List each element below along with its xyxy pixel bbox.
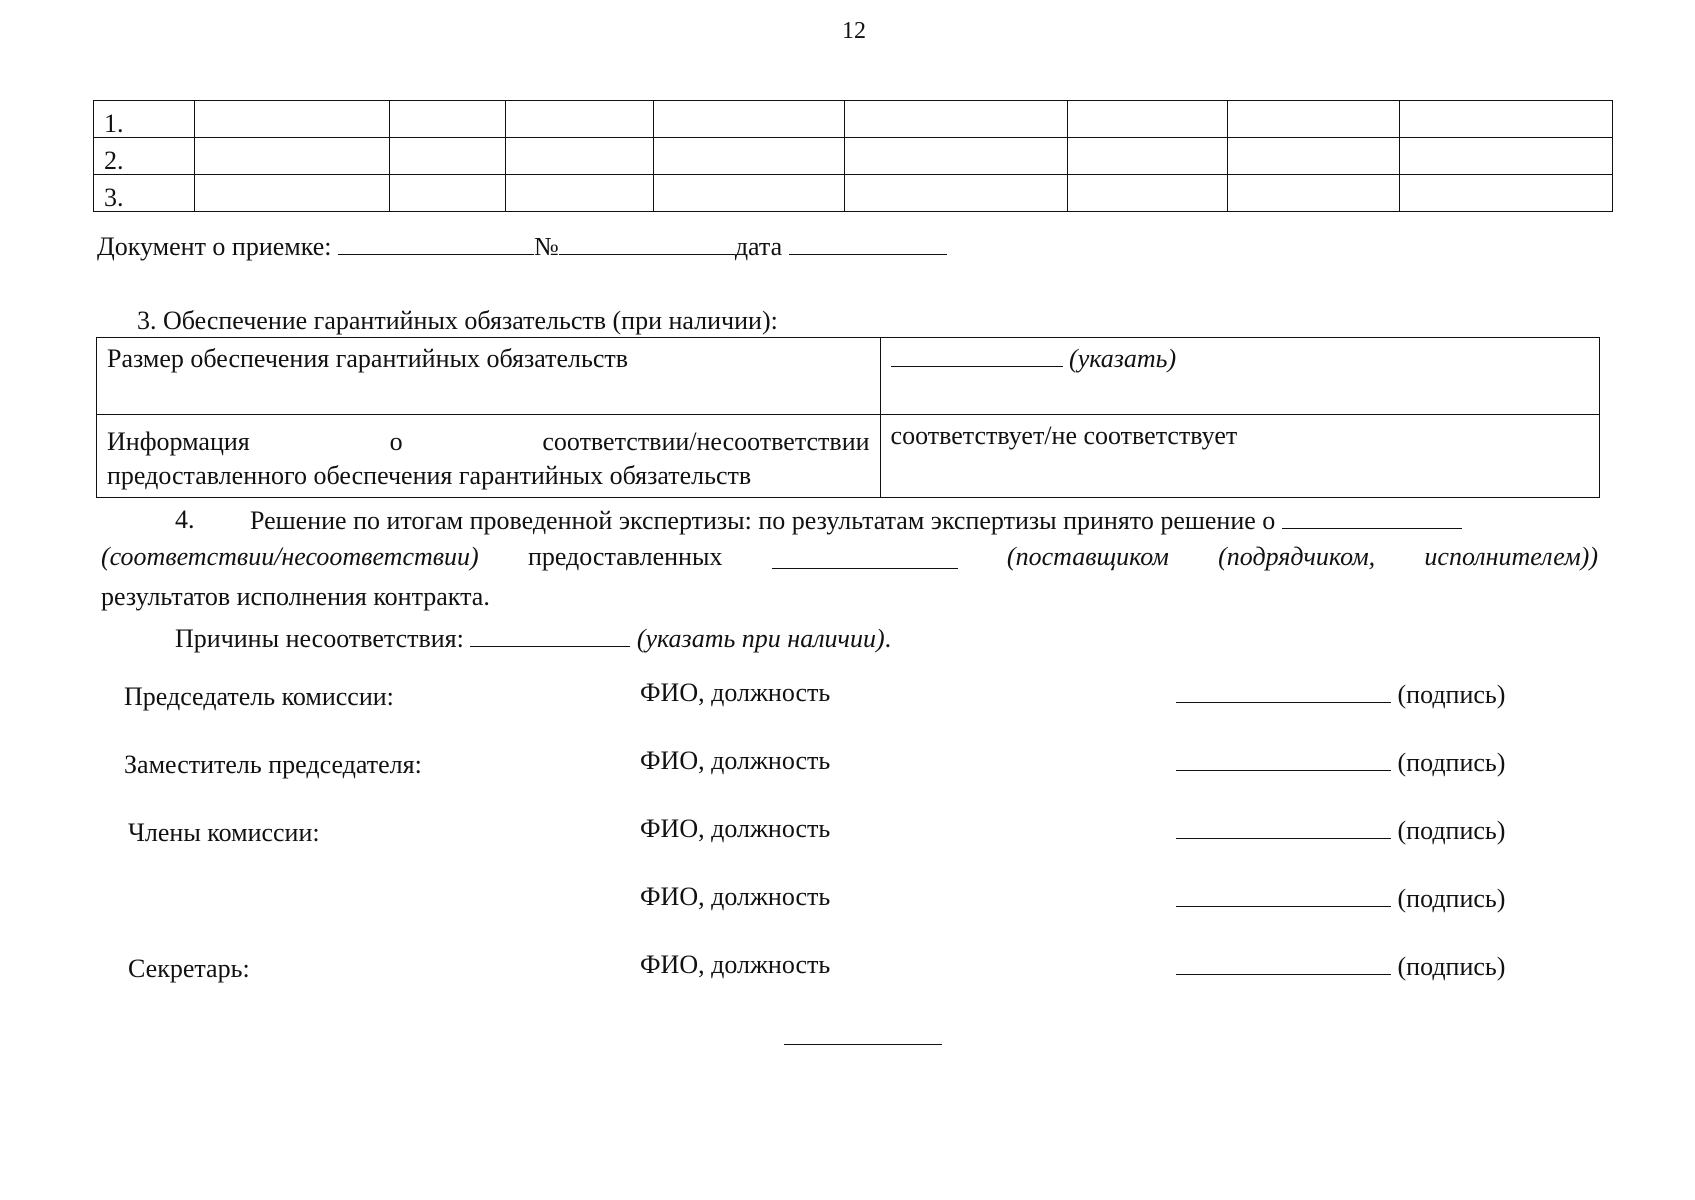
row-number: 2. <box>94 138 195 175</box>
signature-role: Председатель комиссии: <box>124 682 394 711</box>
supplier-hint: (поставщиком <box>1006 542 1169 571</box>
section-4-line-1: Решение по итогам проведенной экспертизы: по результатам экспертизы принято решение о <box>250 502 1462 536</box>
reasons-label: Причины несоответствия: <box>175 624 464 653</box>
acceptance-label: Документ о приемке: <box>97 232 332 261</box>
signature-name: ФИО, должность <box>640 814 831 843</box>
section-4-line-2 <box>101 542 1598 572</box>
signature-line: (подпись) <box>1176 746 1505 778</box>
provider-blank <box>772 542 958 569</box>
page-number: 12 <box>842 18 866 44</box>
decision-blank <box>1282 502 1462 529</box>
reasons-blank <box>470 620 630 647</box>
guarantee-table <box>96 337 1600 498</box>
section-4-number: 4. <box>175 505 195 534</box>
table-row <box>94 175 1613 212</box>
guarantee-info-value: соответствует/не соответствует <box>880 415 1599 498</box>
row-number: 3. <box>94 175 195 212</box>
signature-name: ФИО, должность <box>640 746 831 775</box>
row-number: 1. <box>94 101 195 138</box>
signature-line: (подпись) <box>1176 814 1505 846</box>
conformity-hint: (соответствии/несоответствии) <box>101 542 479 571</box>
guarantee-size-label: Размер обеспечения гарантийных обязательств <box>97 338 881 415</box>
end-rule <box>784 1044 942 1045</box>
signature-name: ФИО, должность <box>640 950 831 979</box>
provided-word: предоставленных <box>527 542 723 571</box>
number-sign: № <box>534 232 559 261</box>
section-4-line-3: результатов исполнения контракта. <box>101 582 490 611</box>
table-row <box>97 338 1600 415</box>
date-blank <box>789 228 947 255</box>
section-3-heading: 3. Обеспечение гарантийных обязательств (при наличии): <box>137 306 778 335</box>
guarantee-size-blank <box>891 342 1063 367</box>
guarantee-info-label <box>97 415 881 498</box>
signature-line: (подпись) <box>1176 882 1505 914</box>
guarantee-size-hint: (указать) <box>1069 344 1177 373</box>
guarantee-size-cell <box>880 338 1599 415</box>
reasons-line: Причины несоответствия: (указать при наличии). <box>175 620 891 654</box>
signature-role: Секретарь: <box>128 954 250 983</box>
info-line-2: предоставленного обеспечения гарантийных обязательств <box>107 461 752 490</box>
acceptance-line <box>97 228 947 262</box>
signature-role: Члены комиссии: <box>128 818 320 847</box>
info-word-3: соответствии/несоответствии <box>542 427 870 456</box>
contractor-hint: (подрядчиком, <box>1218 542 1376 571</box>
date-label: дата <box>734 232 783 261</box>
info-word-1: Информация <box>107 427 250 456</box>
reasons-hint: (указать при наличии) <box>636 624 885 653</box>
info-word-2: о <box>389 427 403 456</box>
signature-name: ФИО, должность <box>640 678 831 707</box>
table-row <box>94 138 1613 175</box>
executor-hint: исполнителем)) <box>1424 542 1598 571</box>
signature-name: ФИО, должность <box>640 882 831 911</box>
number-blank <box>559 228 735 255</box>
table-row <box>94 101 1613 138</box>
table-row <box>97 415 1600 498</box>
top-table <box>93 100 1613 212</box>
signature-line: (подпись) <box>1176 950 1505 982</box>
signature-line: (подпись) <box>1176 678 1505 710</box>
acceptance-blank <box>338 228 534 255</box>
signature-role: Заместитель председателя: <box>124 750 422 779</box>
